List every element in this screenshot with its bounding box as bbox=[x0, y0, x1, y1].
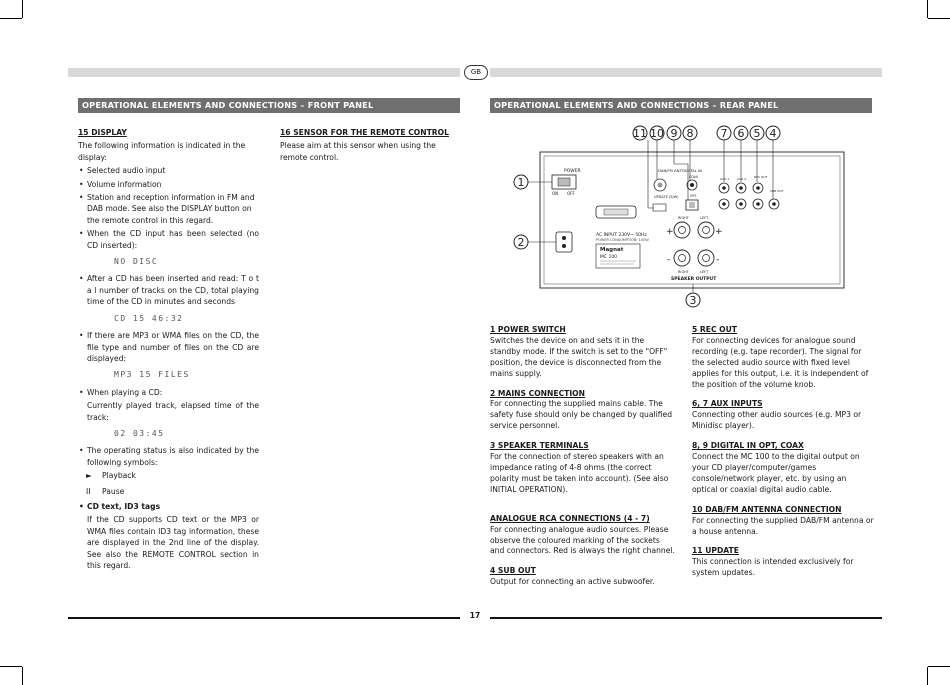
svg-text:+: + bbox=[666, 227, 674, 237]
rear-item-heading: 4 SUB OUT bbox=[490, 566, 536, 576]
svg-text:DAB/FM ANT: DAB/FM ANT bbox=[658, 168, 682, 173]
crop-mark bbox=[928, 666, 950, 667]
rear-column-1 bbox=[490, 325, 675, 597]
svg-text:AUX 2: AUX 2 bbox=[737, 177, 747, 181]
svg-text:4: 4 bbox=[769, 127, 777, 140]
rear-item bbox=[692, 505, 874, 538]
rear-item bbox=[490, 514, 675, 558]
header-band-right bbox=[490, 68, 882, 77]
svg-text:3: 3 bbox=[689, 294, 697, 307]
crop-mark bbox=[22, 667, 23, 685]
usb-port-icon bbox=[653, 204, 666, 211]
sensor-section bbox=[280, 127, 460, 165]
display-bullet: • Volume information bbox=[78, 179, 259, 190]
crop-mark bbox=[927, 0, 928, 18]
sensor-heading: 16 SENSOR FOR THE REMOTE CONTROL bbox=[280, 128, 449, 137]
svg-text:LEFT: LEFT bbox=[700, 270, 709, 274]
svg-text:5: 5 bbox=[753, 127, 761, 140]
rear-item bbox=[490, 389, 675, 433]
svg-text:6: 6 bbox=[737, 127, 745, 140]
crop-mark bbox=[0, 666, 22, 667]
rear-panel-title: OPERATIONAL ELEMENTS AND CONNECTIONS – REAR PANEL bbox=[490, 98, 872, 113]
svg-text:8: 8 bbox=[686, 127, 694, 140]
svg-text:DIGITAL IN: DIGITAL IN bbox=[682, 168, 703, 173]
rear-item-heading: 6, 7 AUX INPUTS bbox=[692, 399, 763, 409]
cd-text-body: If the CD supports CD text or the MP3 or WMA files contain ID3 tag information, these are displayed in the 2nd line of the display. See also the REMOTE CONTROL section in this regard. bbox=[87, 515, 259, 570]
rear-item-text: Output for connecting an active subwoofer. bbox=[490, 577, 655, 587]
svg-text:OFF: OFF bbox=[567, 191, 575, 196]
svg-text:1: 1 bbox=[517, 176, 525, 189]
svg-text:LEFT: LEFT bbox=[700, 216, 709, 220]
sensor-text: Please aim at this sensor when using the remote control. bbox=[280, 141, 436, 162]
rear-item-heading: 5 REC OUT bbox=[692, 325, 737, 334]
rear-item bbox=[490, 566, 675, 588]
svg-text:-: - bbox=[716, 255, 720, 265]
display-bullet-cd-read: • After a CD has been inserted and read: T o t a l number of tracks on the CD, total playing time of the CD in minutes and seconds bbox=[78, 273, 259, 307]
svg-text:POWER CONSUMPTION: 100W: POWER CONSUMPTION: 100W bbox=[596, 238, 649, 242]
svg-text:OPT: OPT bbox=[690, 194, 697, 198]
lcd-cd-total: CD 15 46:32 bbox=[114, 313, 184, 323]
svg-text:RIGHT: RIGHT bbox=[678, 216, 689, 220]
cd-text-heading: • CD text, ID3 tags bbox=[78, 501, 259, 512]
display-bullet-status: • The operating status is also indicated by the following symbols: bbox=[78, 445, 259, 468]
rear-item-heading: 10 DAB/FM ANTENNA CONNECTION bbox=[692, 504, 842, 514]
svg-text:2: 2 bbox=[517, 236, 525, 249]
rear-item-heading: ANALOGUE RCA CONNECTIONS (4 - 7) bbox=[490, 513, 650, 523]
rear-item-heading: 3 SPEAKER TERMINALS bbox=[490, 441, 589, 451]
symbol-pause bbox=[78, 486, 259, 497]
footer-rule-right bbox=[490, 617, 882, 619]
rear-item bbox=[692, 546, 874, 579]
rear-item-text: For the connection of stereo speakers with an impedance rating of 4-8 ohms (the correct polarity must be taken into account). (See also INITIAL OPERATION). bbox=[490, 452, 669, 494]
rear-panel-diagram bbox=[508, 122, 860, 312]
display-bullet-no-cd: • When the CD input has been selected (no CD inserted): bbox=[78, 228, 259, 251]
crop-mark bbox=[927, 667, 928, 685]
rear-item bbox=[692, 441, 874, 496]
svg-text:MC 100: MC 100 bbox=[600, 255, 618, 260]
display-intro: The following information is indicated in the display: bbox=[78, 141, 246, 162]
rear-item-heading: 8, 9 DIGITAL IN OPT, COAX bbox=[692, 441, 804, 451]
svg-text:RIGHT: RIGHT bbox=[678, 270, 689, 274]
language-badge: GB bbox=[464, 65, 488, 80]
rear-item-text: For connecting devices for analogue sound recording (e.g. tape recorder). The signal for the selected audio source with fixed level applies for this output, i.e. it is independent of the position of the volume knob. bbox=[692, 335, 869, 389]
lcd-playing: 02 03:45 bbox=[114, 428, 165, 438]
rear-item bbox=[692, 325, 874, 390]
svg-text:+: + bbox=[715, 227, 723, 237]
rear-item bbox=[692, 399, 874, 432]
crop-mark bbox=[22, 0, 23, 18]
footer-rule-left bbox=[68, 617, 460, 619]
svg-text:Magnat: Magnat bbox=[600, 247, 624, 253]
svg-text:AUX 1: AUX 1 bbox=[720, 177, 730, 181]
display-section bbox=[78, 127, 259, 573]
rear-item-heading: 1 POWER SWITCH bbox=[490, 325, 566, 334]
display-bullet: • Selected audio input bbox=[78, 165, 259, 176]
svg-text:10: 10 bbox=[650, 127, 664, 140]
display-playing-detail: Currently played track, elapsed time of the track: bbox=[87, 401, 259, 422]
page-number: 17 bbox=[469, 611, 481, 620]
rear-item-text: Switches the device on and sets it in the standby mode. If the switch is set to the "OFF" position, the device is disconnected from the mains supply. bbox=[490, 335, 668, 378]
svg-text:9: 9 bbox=[670, 127, 678, 140]
svg-text:SPEAKER OUTPUT: SPEAKER OUTPUT bbox=[671, 277, 717, 282]
svg-text:POWER: POWER bbox=[564, 169, 581, 174]
lcd-no-disc: NO DISC bbox=[114, 257, 159, 267]
display-bullet: • Station and reception information in FM and DAB mode. See also the DISPLAY button on the remote control in this regard. bbox=[78, 192, 259, 226]
svg-text:ON: ON bbox=[552, 191, 559, 196]
header-band-left bbox=[68, 68, 460, 77]
symbol-playback bbox=[78, 470, 259, 481]
crop-mark bbox=[0, 18, 22, 19]
svg-text:11: 11 bbox=[633, 127, 647, 140]
display-bullet-playing: • When playing a CD: bbox=[78, 387, 259, 398]
svg-text:7: 7 bbox=[720, 127, 728, 140]
crop-mark bbox=[928, 18, 950, 19]
mains-socket-icon bbox=[556, 232, 572, 252]
front-panel-title: OPERATIONAL ELEMENTS AND CONNECTIONS – FRONT PANEL bbox=[78, 98, 460, 113]
rear-item-text: Connecting other audio sources (e.g. MP3 or Minidisc player). bbox=[692, 410, 862, 431]
symbol-label: Pause bbox=[102, 486, 125, 496]
rear-item-heading: 2 MAINS CONNECTION bbox=[490, 388, 585, 398]
rear-item-heading: 11 UPDATE bbox=[692, 546, 739, 556]
display-heading: 15 DISPLAY bbox=[78, 128, 127, 137]
rear-item-text: For connecting the supplied mains cable. The safety fuse should only be changed by qualified service personnel. bbox=[490, 399, 673, 431]
svg-text:AC INPUT 230V~ 50Hz: AC INPUT 230V~ 50Hz bbox=[596, 233, 647, 238]
svg-text:-: - bbox=[667, 255, 671, 265]
pause-icon: II bbox=[86, 486, 91, 496]
svg-text:UPDATE (S/W): UPDATE (S/W) bbox=[654, 195, 679, 199]
play-icon: ► bbox=[86, 471, 92, 481]
rear-item-text: For connecting the supplied DAB/FM antenna or a house antenna. bbox=[692, 515, 874, 536]
svg-text:SUB OUT: SUB OUT bbox=[770, 189, 784, 193]
rear-column-2 bbox=[692, 325, 874, 588]
rear-item bbox=[490, 441, 675, 496]
svg-text:REC OUT: REC OUT bbox=[754, 175, 768, 179]
rear-item-text: Connect the MC 100 to the digital output on your CD player/computer/games console/network player, etc. by using an optical or coaxial digital audio cable. bbox=[692, 452, 860, 494]
symbol-label: Playback bbox=[102, 471, 136, 481]
rear-item-text: This connection is intended exclusively for system updates. bbox=[692, 557, 854, 578]
lcd-mp3-files: MP3 15 FILES bbox=[114, 370, 190, 380]
svg-text:COAX: COAX bbox=[689, 175, 699, 179]
rear-item bbox=[490, 325, 675, 380]
display-bullet-mp3: • If there are MP3 or WMA files on the CD, the file type and number of files on the CD are displayed: bbox=[78, 330, 259, 364]
rear-item-text: For connecting analogue audio sources. Please observe the coloured marking of the sockets and connectors. Red is always the right channel. bbox=[490, 524, 675, 556]
